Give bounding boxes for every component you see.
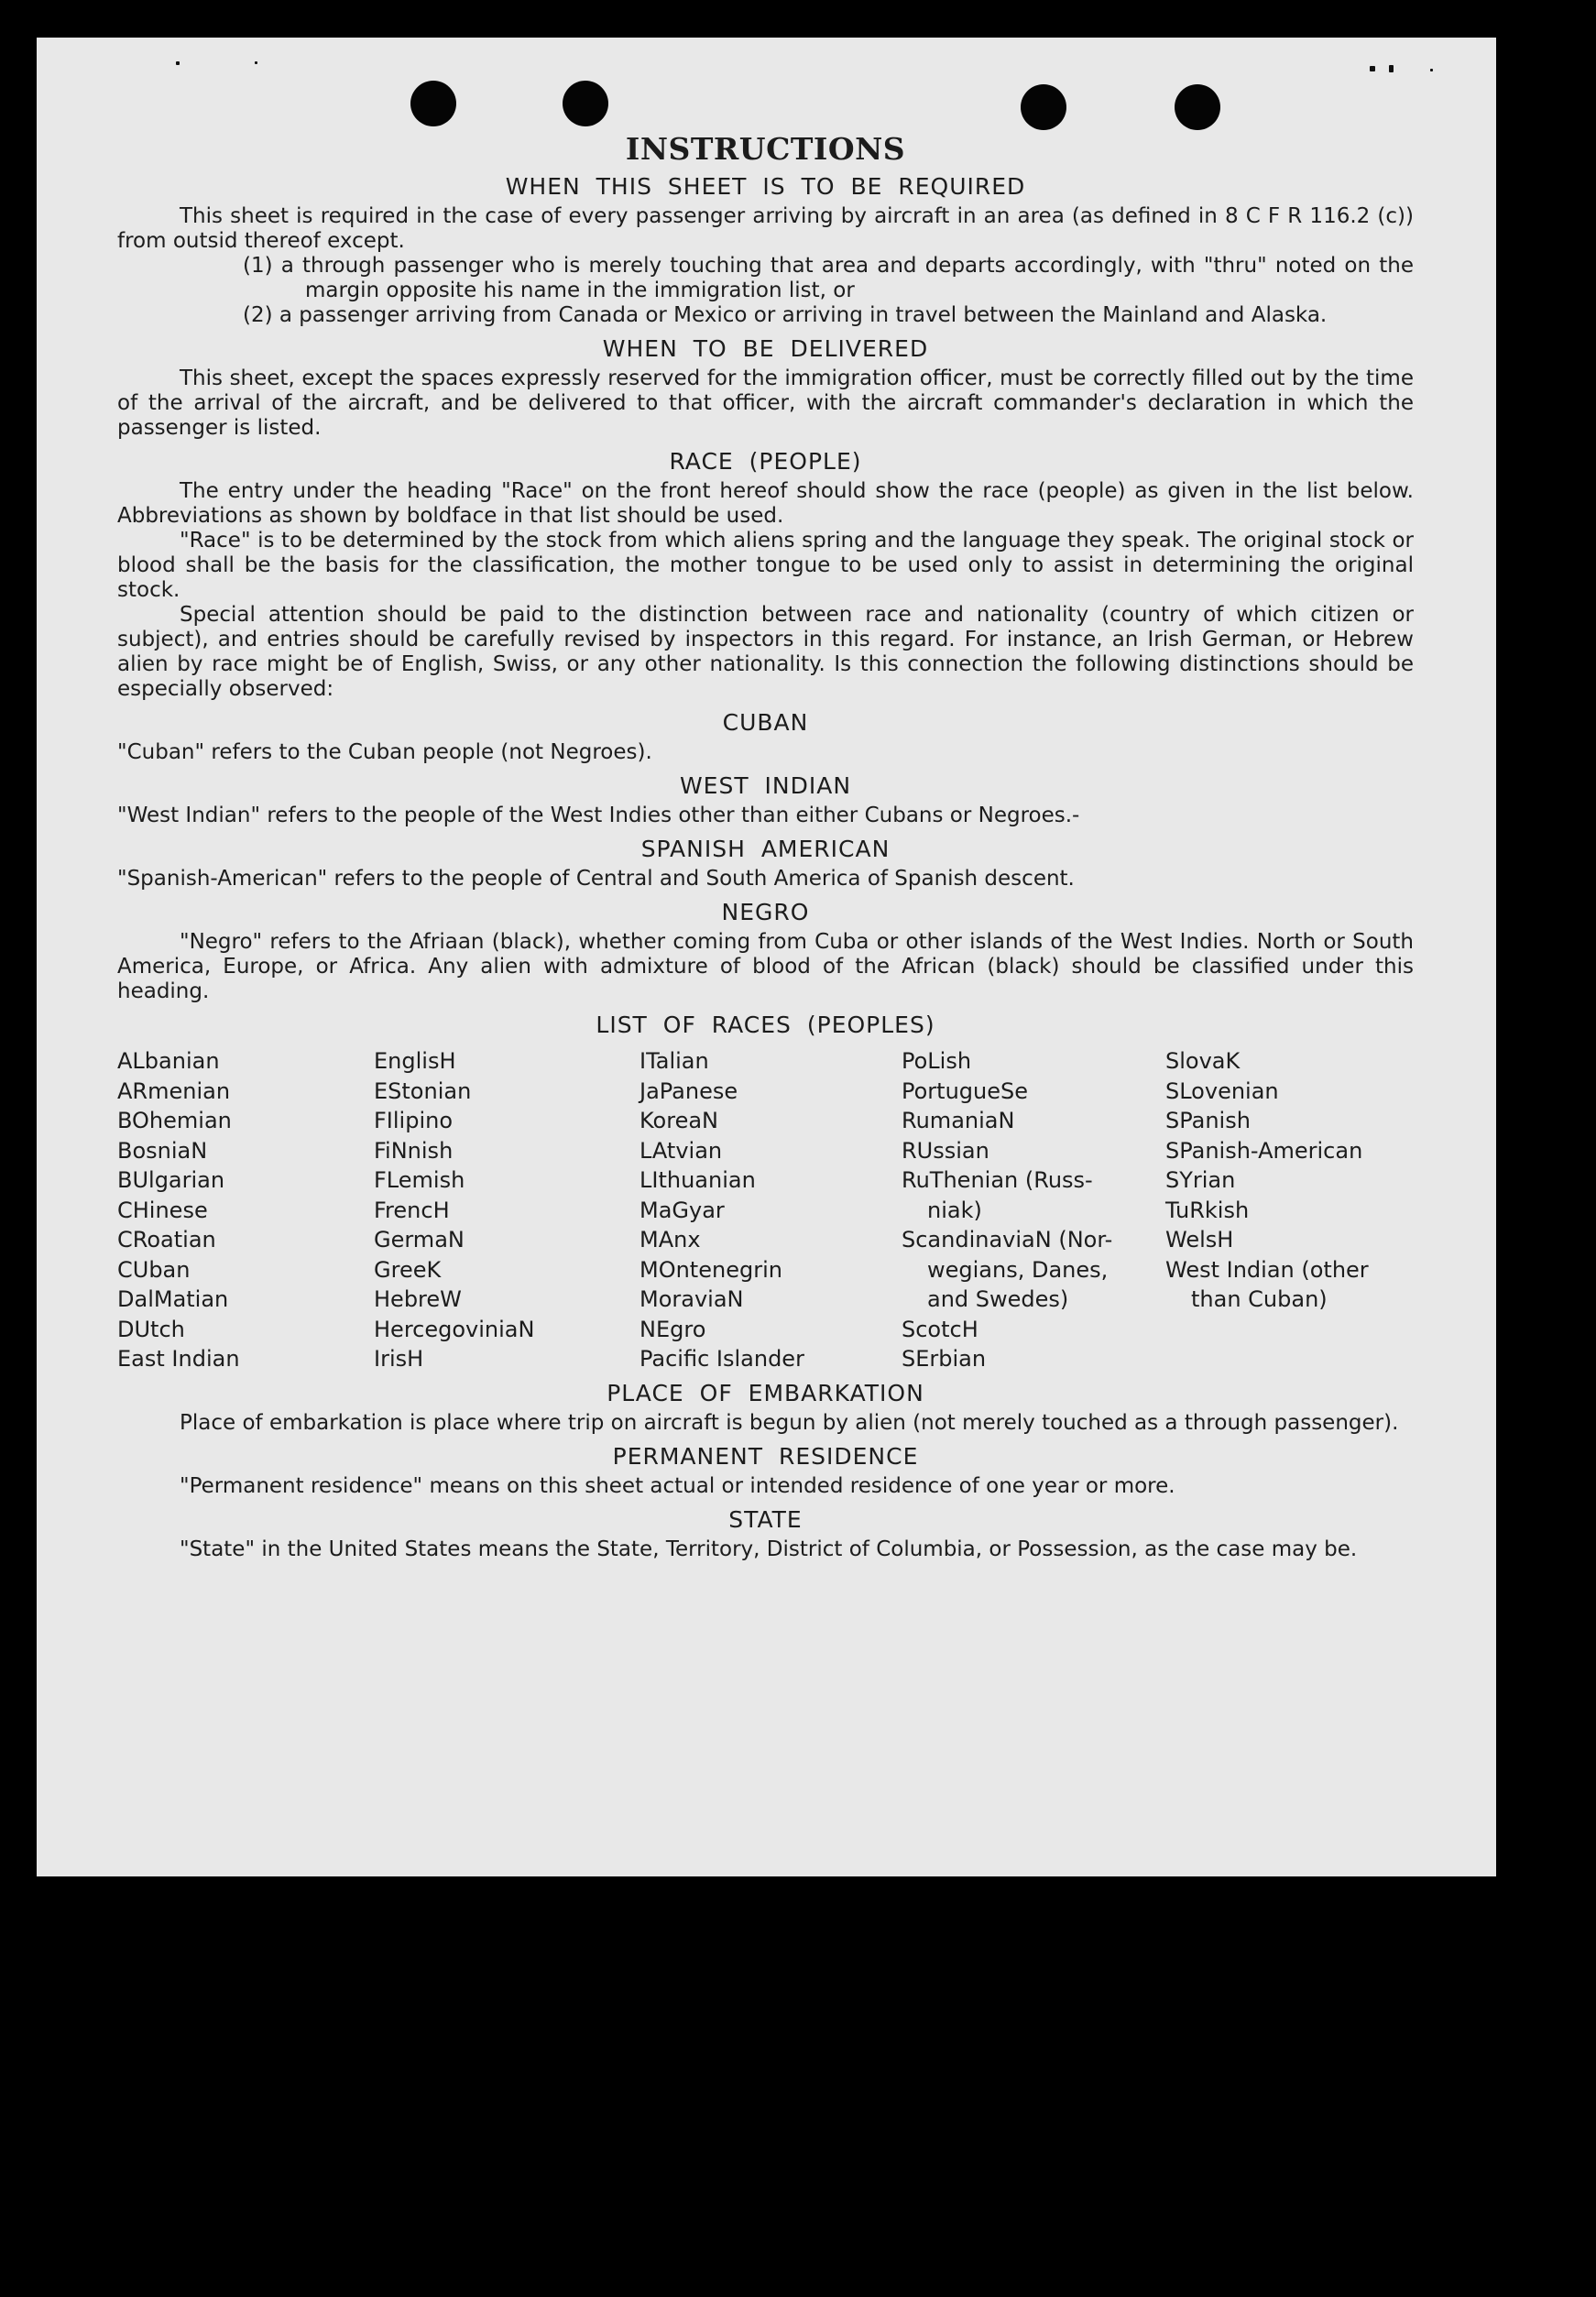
section-heading: WHEN THIS SHEET IS TO BE REQUIRED [505,173,1026,200]
race-list-item: SLovenian [1165,1077,1279,1104]
race-list-item: and Swedes) [927,1286,1069,1312]
paragraph: Special attention should be paid to the distinction between race and nationality (country of which citizen or subject), and entries should be carefully revised by inspectors in this regard. For instance, an Irish German, or Hebrew alien by race might be of English, Swiss, or any other nationality. Is this connection the following distinctions should be especially observed: [117,603,1414,701]
race-list-item: TuRkish [1165,1197,1250,1223]
paragraph: "Cuban" refers to the Cuban people (not Negroes). [117,740,652,764]
list-item: (2) a passenger arriving from Canada or Mexico or arriving in travel between the Mainland and Alaska. [243,303,1328,327]
section-spanish-american [117,867,1414,891]
section-heading: RACE (PEOPLE) [669,448,862,475]
race-column [374,1046,639,1374]
race-list-item: ScandinaviaN (Nor- [902,1227,1113,1252]
paragraph: This sheet, except the spaces expressly reserved for the immigration officer, must be correctly filled out by the time of the arrival of the aircraft, and be delivered to that officer, with the aircraft commander's declaration in which the passenger is listed. [117,366,1414,440]
race-list-item: than Cuban) [1191,1286,1328,1312]
race-column [639,1046,902,1374]
paragraph: "Negro" refers to the Afriaan (black), whether coming from Cuba or other islands of the West Indies. North or South America, Europe, or Africa. Any alien with admixture of blood of the African (black) should be classified under this heading. [117,930,1414,1003]
race-list-item: MAnx [639,1227,701,1252]
section-negro [117,930,1414,1004]
race-list-item: FiNnish [374,1137,454,1164]
section-heading: SPANISH AMERICAN [640,836,891,862]
instructions-content [117,131,1414,1568]
page-title: INSTRUCTIONS [625,131,906,167]
race-list-item: EnglisH [374,1048,456,1074]
race-list-item: RUssian [902,1137,989,1164]
section-heading: STATE [728,1505,803,1533]
race-list-item: CUban [117,1256,191,1283]
race-list-item: wegians, Danes, [927,1256,1109,1283]
race-list-item: JaPanese [639,1077,738,1104]
race-column [902,1046,1165,1374]
section-race [117,479,1414,702]
section-delivered [117,366,1414,441]
race-list-item: MaGyar [639,1197,725,1223]
race-list-item: FLemish [374,1167,465,1193]
race-list-item: East Indian [117,1346,240,1372]
race-list-item: IrisH [374,1346,424,1372]
race-list-item: LAtvian [639,1137,723,1164]
race-list-item: LIthuanian [639,1167,756,1193]
race-list-item: ITalian [639,1048,709,1074]
race-column [117,1046,374,1374]
dust-speck [255,61,257,64]
race-list-item: EStonian [374,1077,472,1104]
race-list-item: WelsH [1165,1227,1234,1252]
section-heading: NEGRO [721,899,810,925]
dust-speck [1430,69,1433,71]
paragraph: "Spanish-American" refers to the people of Central and South America of Spanish descent. [117,867,1075,891]
race-list-item: DalMatian [117,1286,229,1312]
section-heading: PERMANENT RESIDENCE [612,1442,919,1470]
list-item: (1) a through passenger who is merely touching that area and departs accordingly, with "thru" noted on the margin opposite his name in the immigration list, or [243,254,1414,302]
section-cuban [117,740,1414,765]
binder-hole [410,81,456,126]
race-list-item: ARmenian [117,1077,231,1104]
paragraph: "State" in the United States means the State, Territory, District of Columbia, or Possession, as the case may be. [180,1537,1358,1561]
race-list-item: CHinese [117,1197,208,1223]
race-list-item: HercegoviniaN [374,1316,535,1342]
race-list-item: SErbian [902,1346,987,1372]
race-list-item: RuThenian (Russ- [902,1167,1093,1193]
race-list-item: BOhemian [117,1108,232,1133]
race-list-item: HebreW [374,1286,462,1312]
section-required [117,204,1414,328]
paragraph: The entry under the heading "Race" on the front hereof should show the race (people) as given in the list below. Abbreviations as shown by boldface in that list should be used. [117,479,1414,528]
paragraph: "West Indian" refers to the people of the West Indies other than either Cubans or Negroes.- [117,804,1080,827]
race-list-item: CRoatian [117,1227,216,1252]
race-list-item: NEgro [639,1316,706,1342]
race-list-item: SYrian [1165,1167,1236,1193]
section-west-indian [117,804,1414,828]
race-list-item: SPanish-American [1165,1137,1363,1164]
race-list-item: ScotcH [902,1316,978,1342]
section-heading: PLACE OF EMBARKATION [607,1379,924,1406]
race-list-item: SPanish [1165,1108,1251,1133]
race-list-item: ALbanian [117,1048,220,1074]
race-list-item: GreeK [374,1256,442,1283]
document-page [37,38,1496,1876]
race-list-item: DUtch [117,1316,185,1342]
race-column [1165,1046,1414,1374]
race-list-item: SlovaK [1165,1048,1241,1074]
race-list-item: KoreaN [639,1108,718,1133]
race-list-item: niak) [927,1197,982,1223]
section-heading: WHEN TO BE DELIVERED [602,335,929,362]
binder-hole [563,81,608,126]
section-heading: WEST INDIAN [679,772,852,799]
race-list-item: PoLish [902,1048,972,1074]
race-list-item: FrencH [374,1197,450,1223]
race-list-item: FIlipino [374,1108,454,1133]
dust-speck [1389,65,1394,72]
race-list [117,1046,1414,1374]
section-heading: CUBAN [722,709,809,736]
binder-hole [1021,84,1066,130]
race-list-item: RumaniaN [902,1108,1015,1133]
section-heading: LIST OF RACES (PEOPLES) [596,1012,935,1038]
paragraph: "Permanent residence" means on this sheet actual or intended residence of one year or more. [180,1473,1175,1498]
section-embarkation [117,1411,1414,1436]
race-list-item: Pacific Islander [639,1346,804,1372]
race-list-item: PortugueSe [902,1077,1028,1104]
race-list-item: BosniaN [117,1137,208,1164]
race-list-item: MoraviaN [639,1286,744,1312]
race-list-item: BUlgarian [117,1167,225,1193]
section-residence [117,1474,1414,1499]
binder-hole [1175,84,1220,130]
race-list-item: GermaN [374,1227,465,1252]
paragraph: "Race" is to be determined by the stock from which aliens spring and the language they speak. The original stock or blood shall be the basis for the classification, the mother tongue to be used only to assist in determining the original stock. [117,529,1414,602]
dust-speck [176,61,180,65]
race-list-item: MOntenegrin [639,1256,782,1283]
section-state [117,1537,1414,1562]
paragraph: Place of embarkation is place where trip on aircraft is begun by alien (not merely touched as a through passenger). [180,1410,1399,1435]
race-list-item: West Indian (other [1165,1256,1369,1283]
paragraph: This sheet is required in the case of every passenger arriving by aircraft in an area (as defined in 8 C F R 116.2 (c)) from outsid thereof except. [117,204,1414,253]
dust-speck [1370,66,1375,71]
